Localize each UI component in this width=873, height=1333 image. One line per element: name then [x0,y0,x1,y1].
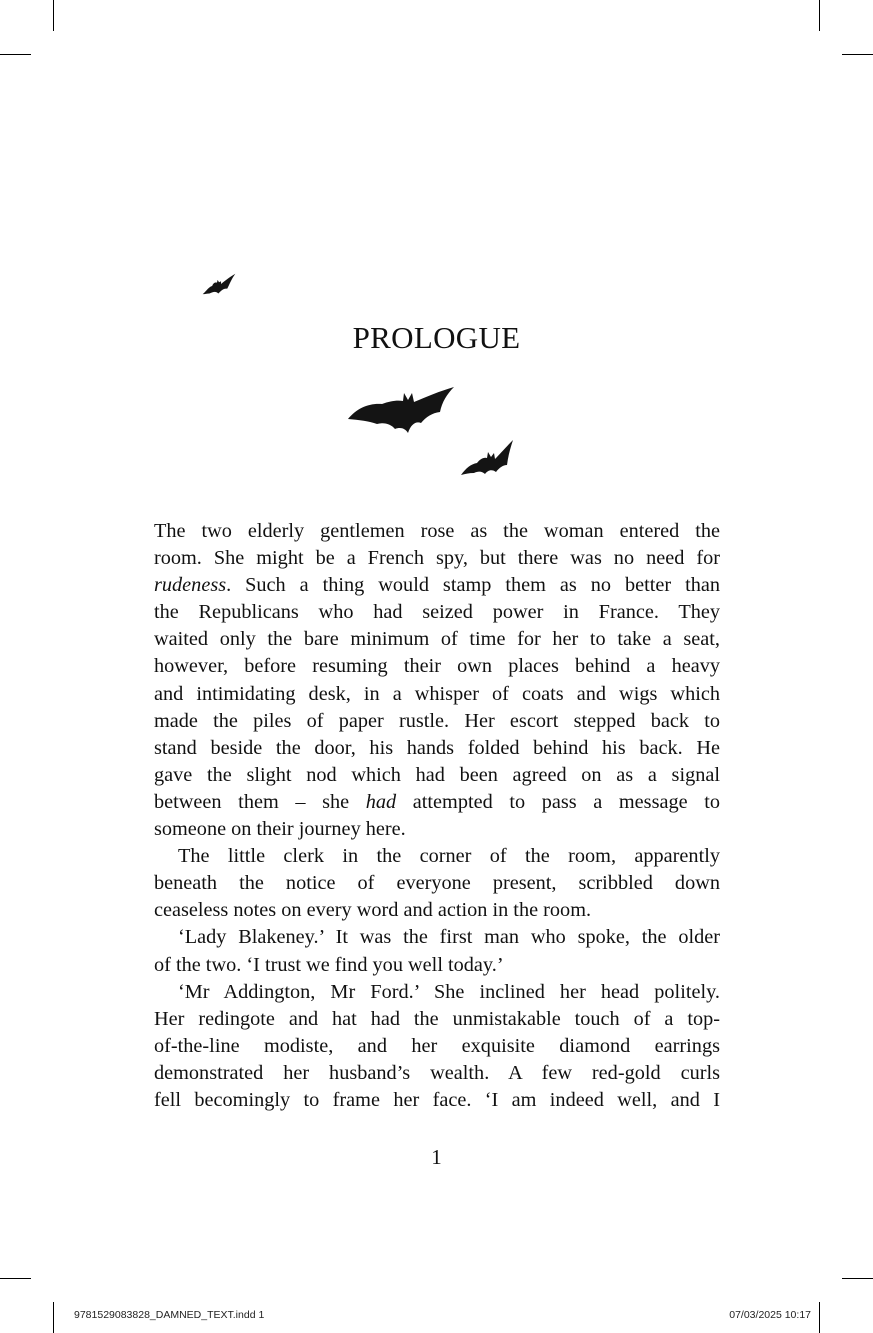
body-line-10: gave the slight nod which had been agreed on as a signal [154,763,720,786]
body-line-4: the Republicans who had seized power in France. They [154,601,720,624]
body-line-22: fell becomingly to frame her face. ‘I am indeed well, and I [154,1088,720,1111]
body-line-9: stand beside the door, his hands folded behind his back. He [154,736,720,759]
body-line-20: of-the-line modiste, and her exquisite diamond earrings [154,1034,720,1057]
body-line-3 [154,572,720,599]
crop-mark-left-top [0,54,31,55]
slug-filename: 9781529083828_DAMNED_TEXT.indd 1 [74,1309,265,1321]
crop-mark-left-bottom [0,1278,31,1279]
crop-mark-top-right [819,0,820,31]
slug-datetime: 07/03/2025 10:17 [729,1309,811,1321]
chapter-title: PROLOGUE [352,320,521,355]
body-line-19: Her redingote and hat had the unmistakable touch of a top- [154,1007,720,1030]
crop-mark-bottom-left [53,1302,54,1333]
page-number: 1 [431,1145,442,1169]
italic-word: rudeness [154,574,227,597]
body-line-21: demonstrated her husband’s wealth. A few red-gold curls [154,1061,720,1084]
body-line-7: and intimidating desk, in a whisper of coats and wigs which [154,682,720,705]
crop-mark-right-top [842,54,873,55]
body-line-1: The two elderly gentlemen rose as the woman entered the [154,520,720,542]
crop-mark-top-left [53,0,54,31]
body-line-13: The little clerk in the corner of the room, apparently [178,845,720,868]
body-line-16: ‘Lady Blakeney.’ It was the first man who spoke, the older [178,926,720,949]
body-line-11-rest: attempted to pass a message to [396,790,721,813]
body-line-12: someone on their journey here. [154,818,406,841]
body-line-15: ceaseless notes on every word and action in the room. [154,899,592,922]
crop-mark-right-bottom [842,1278,873,1279]
body-line-18: ‘Mr Addington, Mr Ford.’ She inclined her head politely. [178,980,720,1003]
italic-word: had [365,790,397,813]
body-line-6: however, before resuming their own places behind a heavy [154,655,720,678]
large-bat-icon [347,386,455,440]
crop-mark-bottom-right [819,1302,820,1333]
body-text [154,518,720,1114]
body-line-17: of the two. ‘I trust we find you well today.’ [154,953,504,976]
body-line-11 [154,789,720,816]
body-line-2: room. She might be a French spy, but there was no need for [154,547,720,570]
body-line-8: made the piles of paper rustle. Her escort stepped back to [154,709,720,732]
small-bat-icon [202,273,236,297]
body-line-3-rest: . Such a thing would stamp them as no better than [226,574,720,597]
medium-bat-icon [460,439,514,477]
body-line-14: beneath the notice of everyone present, scribbled down [154,872,720,895]
body-line-5: waited only the bare minimum of time for her to take a seat, [154,628,720,651]
body-line-11-before: between them – she [154,790,366,813]
